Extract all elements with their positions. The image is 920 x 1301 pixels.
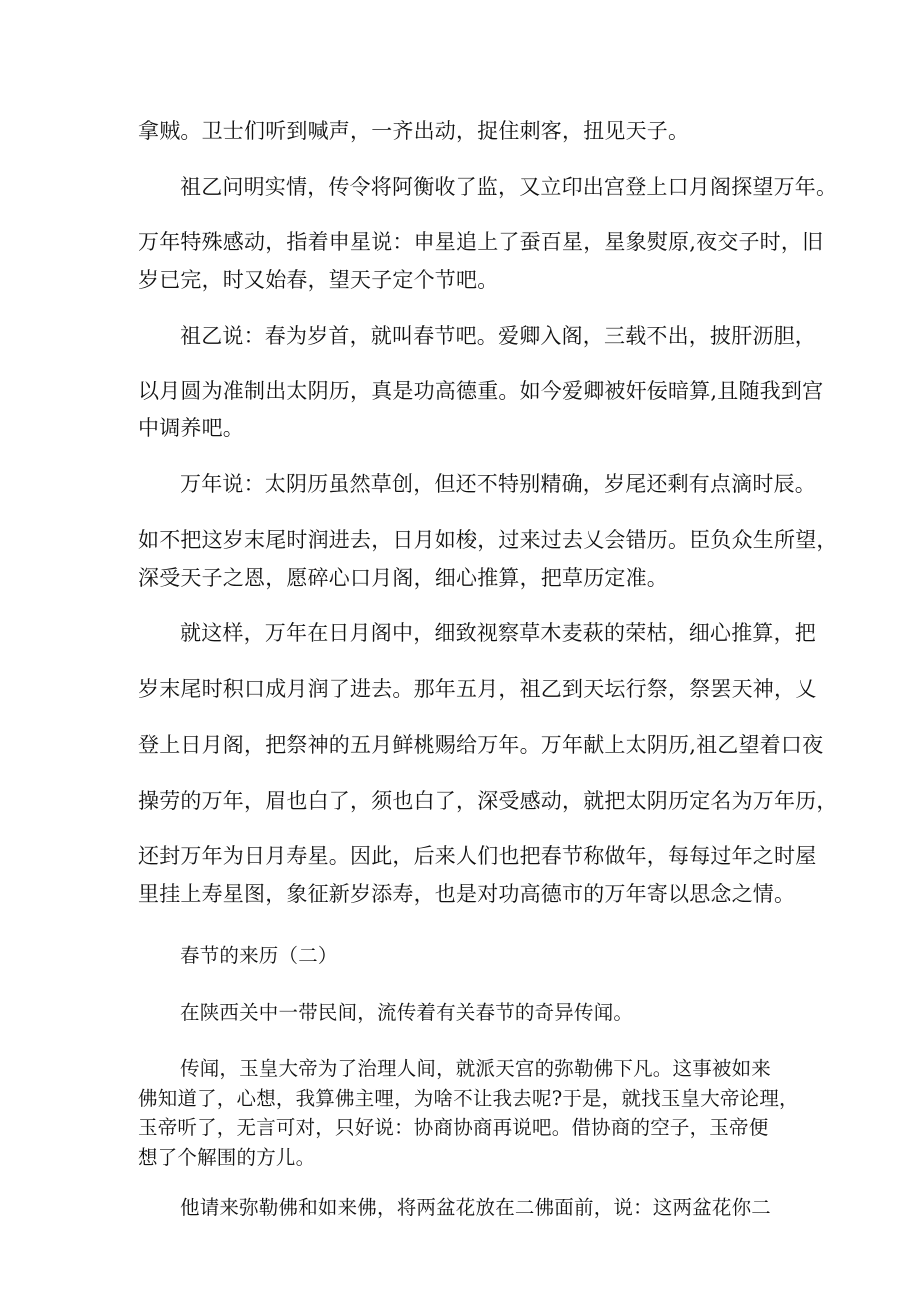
text-line-13: 登上日月阁，把祭神的五月鲜桃赐给万年。万年献上太阴历,祖乙望着口夜 [138,733,824,757]
text-line-12: 岁末尾时积口成月润了进去。那年五月，祖乙到天坛行祭，祭罢天神，乂 [138,677,817,701]
text-line-5: 祖乙说：春为岁首，就叫春节吧。爱卿入阁，三载不出，披肝沥胆， [180,324,816,348]
text-line-2: 祖乙问明实情，传令将阿衡收了监，又立印出宫登上口月阁探望万年。 [180,175,838,199]
text-line-10: 深受天子之恩，愿碎心口月阁，细心推算，把草历定准。 [138,566,668,590]
text-line-11: 就这样，万年在日月阁中，细致视察草木麦萩的荣枯，细心推算，把 [180,621,816,645]
text-line-21: 想了个解围的方儿。 [138,1146,316,1169]
text-line-7: 中调养吧。 [138,416,244,440]
text-line-15: 还封万年为日月寿星。因此，后来人们也把春节称做年，每每过年之时屋 [138,844,817,868]
text-line-9: 如不把这岁末尾时润进去，日月如梭，过来过去乂会错历。臣负众生所望， [138,528,838,552]
text-line-14: 操劳的万年，眉也白了，须也白了，深受感动，就把太阴历定名为万年历， [138,789,838,813]
text-line-3: 万年特殊感动，指着申星说：申星追上了蚕百星，星象熨原,夜交子时，旧 [138,230,824,254]
text-line-17: 在陕西关中一带民间，流传着有关春节的奇异传闻。 [180,1001,634,1024]
text-line-22: 他请来弥勒佛和如来佛，将两盆花放在二佛面前，说：这两盆花你二 [180,1196,772,1219]
text-line-20: 玉帝听了，无言可对，只好说：协商协商再说吧。借协商的空子，玉帝便 [138,1116,769,1139]
text-line-8: 万年说：太阴历虽然草创，但还不特别精确，岁尾还剩有点滴时辰。 [180,472,816,496]
text-line-6: 以月圆为准制出太阴历，真是功高德重。如今爱卿被奸佞暗算,且随我到宫 [138,379,824,403]
text-line-19: 佛知道了，心想，我算佛主哩，为啥不让我去呢?于是，就找玉皇大帝论理， [138,1087,799,1110]
section-heading: 春节的来历（二） [180,944,338,967]
text-line-18: 传闻，玉皇大帝为了治理人间，就派天宫的弥勒佛下凡。这事被如来 [180,1057,772,1080]
text-line-16: 里挂上寿星图，象征新岁添寿，也是对功高德市的万年寄以思念之情。 [138,882,796,906]
text-line-4: 岁已完，时又始春，望天子定个节吧。 [138,268,499,292]
text-line-1: 拿贼。卫士们听到喊声，一齐出动，捉住刺客，扭见天子。 [138,119,690,143]
